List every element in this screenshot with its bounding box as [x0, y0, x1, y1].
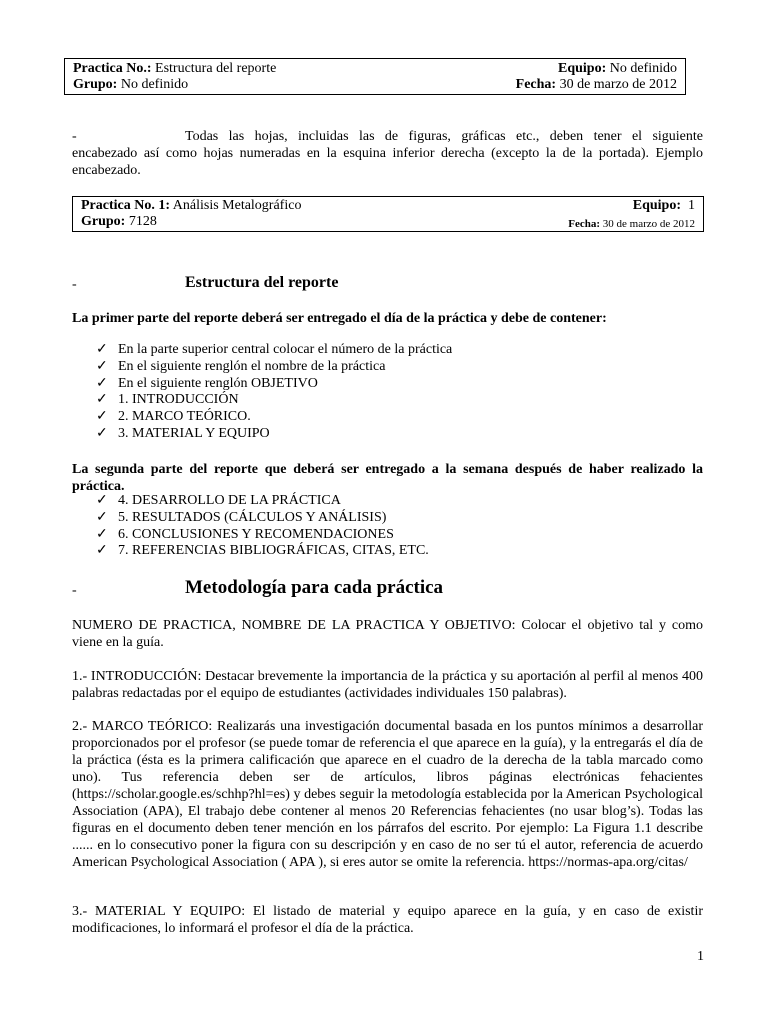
check-icon: ✓ [96, 409, 108, 425]
paragraph-material-equipo: 3.- MATERIAL Y EQUIPO: El listado de material y equipo aparece en la guía, y en caso de existir modificaciones, lo informará el profesor el día de la práctica. [72, 904, 703, 936]
list-item: ✓ En el siguiente renglón el nombre de la práctica [96, 358, 386, 374]
example-header-box [72, 196, 704, 232]
check-icon: ✓ [96, 425, 108, 441]
example-header-row-1 [81, 198, 695, 214]
check-icon: ✓ [96, 509, 108, 525]
estructura-dash: - [72, 277, 77, 292]
example-header-row-2 [81, 214, 695, 232]
list-item: ✓ 7. REFERENCIAS BIBLIOGRÁFICAS, CITAS, ETC. [96, 543, 429, 559]
check-icon: ✓ [96, 342, 108, 357]
intro-dash: - [72, 129, 77, 144]
paragraph-marco-teorico: 2.- MARCO TEÓRICO: Realizarás una investigación documental basada en los puntos mínimos a desarrollar proporcionados por el profesor (se puede tomar de referencia el que aparece en la guía), y la entregarás el día de la práctica (ésta es la primera calificación que aparece en el cuadro de la derecha de la tabla marcado como uno). Tus referencia deben ser de artículos, libros páginas electrónicas fehacientes (https://scholar.google.es/schhp?hl=es) y debes seguir la metodología establecida por la American Psychological Association (APA), El trabajo debe contener al menos 20 Referencias fehacientes (no usar blog’s). Todas las figuras en el documento deben tener mención en los párrafos del escrito. Por ejemplo: La Figura 1.1 describe ...... en lo consecutivo poner la figura con su descripción y en caso de no ser tú el autor, referencia de acuerdo American Psychological Association ( APA ), si eres autor se omite la referencia. https://normas-apa.org/citas/ [72, 719, 703, 870]
header-row-2 [73, 77, 677, 93]
check-icon: ✓ [96, 493, 108, 508]
example-grupo: Grupo: 7128 [81, 214, 157, 229]
estructura-title: Estructura del reporte [185, 274, 339, 291]
check-icon: ✓ [96, 526, 108, 542]
list-item: ✓ En la parte superior central colocar el número de la práctica [96, 342, 453, 357]
list-item: ✓ En el siguiente renglón OBJETIVO [96, 375, 318, 391]
page-number: 1 [697, 949, 704, 964]
example-practica: Practica No. 1: Análisis Metalográfico [81, 198, 302, 213]
check-icon: ✓ [96, 543, 108, 559]
part1-intro: La primer parte del reporte deberá ser entregado el día de la práctica y debe de contener: [72, 311, 607, 326]
list-item: ✓ 1. INTRODUCCIÓN [96, 392, 239, 408]
example-fecha: Fecha: 30 de marzo de 2012 [568, 218, 695, 230]
metodologia-title: Metodología para cada práctica [185, 577, 444, 598]
list-item: ✓ 5. RESULTADOS (CÁLCULOS Y ANÁLISIS) [96, 509, 387, 525]
metodologia-dash: - [72, 583, 77, 598]
list-item: ✓ 6. CONCLUSIONES Y RECOMENDACIONES [96, 526, 394, 542]
page-header-box [64, 58, 686, 95]
check-icon: ✓ [96, 375, 108, 391]
intro-paragraph [72, 128, 703, 179]
paragraph-numero-practica: NUMERO DE PRACTICA, NOMBRE DE LA PRACTICA Y OBJETIVO: Colocar el objetivo tal y como viene en la guía. [72, 618, 703, 650]
header-grupo: Grupo: No definido [73, 77, 189, 92]
intro-first-line: Todas las hojas, incluidas las de figuras, gráficas etc., deben tener el siguiente [185, 129, 703, 144]
part1-checklist [96, 342, 452, 443]
list-item: ✓ 3. MATERIAL Y EQUIPO [96, 425, 270, 441]
header-equipo: Equipo: No definido [557, 61, 677, 76]
part2-intro: La segunda parte del reporte que deberá ser entregado a la semana después de haber realizado la práctica. [72, 462, 703, 494]
list-item: ✓ 2. MARCO TEÓRICO. [96, 409, 251, 425]
intro-rest: encabezado así como hojas numeradas en la esquina inferior derecha (excepto la de la portada). Ejemplo encabezado. [72, 146, 703, 178]
part2-checklist [96, 493, 429, 560]
check-icon: ✓ [96, 392, 108, 408]
example-equipo: Equipo: 1 [632, 198, 695, 213]
paragraph-introduccion: 1.- INTRODUCCIÓN: Destacar brevemente la importancia de la práctica y su aportación al perfil al menos 400 palabras redactadas por el equipo de estudiantes (actividades individuales 150 palabras). [72, 669, 703, 701]
list-item: ✓ 4. DESARROLLO DE LA PRÁCTICA [96, 493, 341, 508]
header-fecha: Fecha: 30 de marzo de 2012 [515, 77, 677, 92]
check-icon: ✓ [96, 358, 108, 374]
header-row-1 [73, 61, 677, 77]
header-practica: Practica No.: Estructura del reporte [73, 61, 277, 76]
